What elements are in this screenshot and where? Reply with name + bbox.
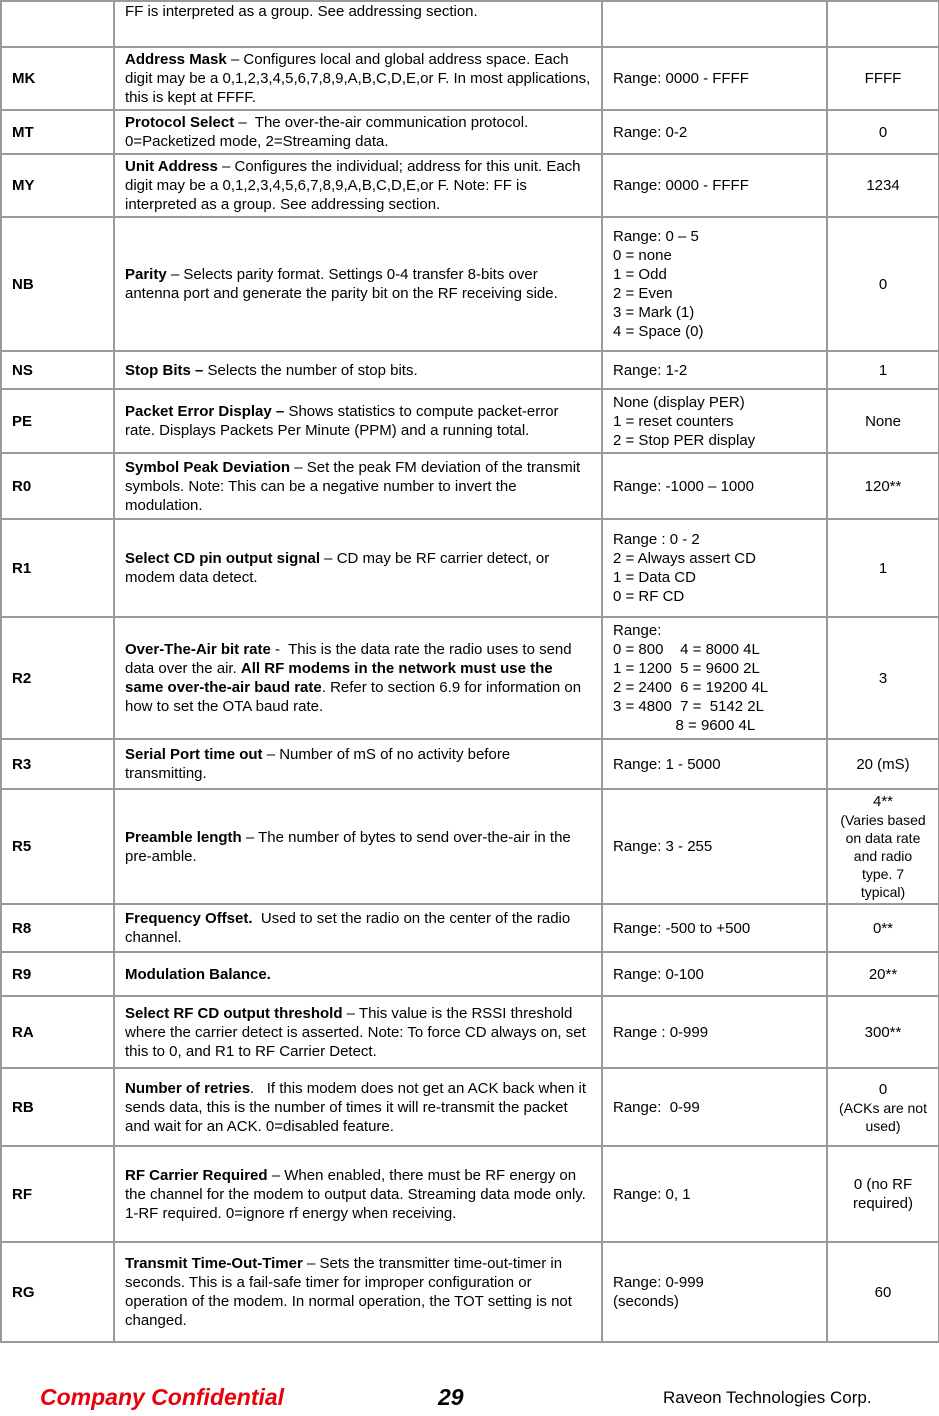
cmd-title: Select CD pin output signal (125, 550, 321, 567)
cmd-default (827, 47, 939, 110)
cmd-separator: - (270, 641, 289, 658)
cmd-separator: . (250, 1079, 267, 1097)
cmd-range (602, 789, 827, 904)
cmd-description (114, 996, 602, 1068)
cmd-description (114, 519, 602, 617)
cmd-desc-text: The over-the-air communication protocol. 0=Packetized mode, 2=Streaming data. (125, 114, 529, 150)
cmd-desc-text: When enabled, there must be RF energy on the channel for the modem to output data. Streaming data mode only. 1-RF required. 0=ignore rf energy when receiving. (125, 1166, 586, 1222)
range-line: Range: -1000 – 1000 (613, 477, 754, 495)
cmd-description (114, 1068, 602, 1146)
cmd-desc-text: Used to set the radio on the center of the radio channel. (125, 910, 571, 946)
default-value: 0 (878, 1080, 888, 1098)
table-row (1, 1068, 939, 1146)
cmd-desc-text: The number of bytes to send over-the-air in the pre-amble. (125, 828, 571, 865)
cmd-description (114, 1242, 602, 1342)
cmd-default (827, 1, 939, 47)
cmd-separator: – (290, 458, 307, 476)
cmd-title: Stop Bits – (125, 361, 204, 379)
cmd-desc-emphasis: All RF modems in the network must use the same over-the-air baud rate (125, 660, 553, 696)
cmd-title: Over-The-Air bit rate (125, 641, 271, 658)
default-value: 0 (no RF required) (852, 1176, 914, 1212)
cmd-range (602, 1146, 827, 1242)
table-row (1, 453, 939, 519)
cmd-default (827, 519, 939, 617)
default-value: 0** (872, 919, 894, 937)
cmd-code: R9 (1, 952, 114, 996)
cmd-desc-text: This is the data rate the radio uses to send data over the air. (125, 641, 572, 677)
cmd-default (827, 154, 939, 217)
cmd-code: NS (1, 351, 114, 389)
cmd-range (602, 1068, 827, 1146)
range-line: 4 = Space (0) (613, 323, 704, 340)
default-note: (ACKs are not used) (839, 1099, 927, 1134)
cmd-code: R5 (1, 789, 114, 904)
table-row (1, 519, 939, 617)
cmd-code: MK (1, 47, 114, 110)
cmd-desc-text: If this modem does not get an ACK back when it sends data, this is the number of times it will re-transmit the packet and wait for an ACK. 0=disabled feature. (125, 1079, 587, 1135)
cmd-range (602, 519, 827, 617)
cmd-code: R3 (1, 739, 114, 789)
cmd-title: Parity (125, 266, 167, 283)
cmd-desc-text: This value is the RSSI threshold where the carrier detect is asserted. Note: To force CD always on, set this to 0, and R1 to RF Carrier Detect. (125, 1004, 586, 1060)
cmd-desc-text: Configures the individual; address for this unit. Each digit may be a 0,1,2,3,4,5,6,7,8,9,A,B,C,D,E,or F. Note: FF is interpreted as a group. See addressing section. (125, 158, 581, 213)
cmd-title: Protocol Select (125, 114, 235, 131)
cmd-code (1, 1, 114, 47)
cmd-range (602, 154, 827, 217)
cmd-desc-text: Configures local and global address space. Each digit may be a 0,1,2,3,4,5,6,7,8,9,A,B,C,D,E,or F. In most applications, this is kept at FFFF. (125, 51, 591, 106)
table-row (1, 952, 939, 996)
table-row (1, 47, 939, 110)
table-row (1, 1242, 939, 1342)
range-line: Range: -500 to +500 (613, 919, 751, 937)
cmd-default (827, 904, 939, 952)
range-line: 1 = 1200 5 = 9600 2L (613, 660, 760, 677)
range-line: Range: 0-999 (613, 1274, 704, 1291)
cmd-separator (253, 910, 261, 927)
command-table-body (1, 1, 939, 1342)
table-row (1, 110, 939, 154)
cmd-separator: – (342, 1004, 359, 1022)
cmd-separator: – (241, 828, 259, 846)
cmd-title: Frequency Offset. (125, 910, 253, 927)
cmd-range (602, 217, 827, 351)
table-row (1, 789, 939, 904)
cmd-description (114, 47, 602, 110)
table-row (1, 154, 939, 217)
default-value: 20** (868, 965, 898, 983)
cmd-code: NB (1, 217, 114, 351)
cmd-description (114, 351, 602, 389)
table-row (1, 217, 939, 351)
cmd-separator: – (234, 114, 255, 131)
cmd-description (114, 617, 602, 739)
cmd-range (602, 47, 827, 110)
cmd-desc-text: Number of mS of no activity before transmitting. (125, 746, 511, 782)
range-line: 2 = Always assert CD (613, 550, 756, 567)
cmd-default (827, 1242, 939, 1342)
table-row (1, 617, 939, 739)
cmd-description (114, 952, 602, 996)
range-line: Range: 1-2 (613, 361, 688, 379)
range-line: 1 = Data CD (613, 569, 696, 586)
default-value: 1234 (866, 177, 900, 194)
cmd-code: RG (1, 1242, 114, 1342)
cmd-code: RF (1, 1146, 114, 1242)
table-row (1, 996, 939, 1068)
cmd-separator: – (262, 746, 280, 763)
cmd-description (114, 217, 602, 351)
default-value: 120** (864, 477, 902, 495)
range-line: Range: 0, 1 (613, 1185, 691, 1203)
cmd-description (114, 1146, 602, 1242)
cmd-code: RB (1, 1068, 114, 1146)
cmd-desc-text: CD may be RF carrier detect, or modem data detect. (125, 550, 550, 586)
cmd-code: PE (1, 389, 114, 453)
cmd-default (827, 789, 939, 904)
default-value: 300** (864, 1023, 902, 1041)
cmd-default (827, 952, 939, 996)
cmd-code: R2 (1, 617, 114, 739)
range-line: Range: 0-100 (613, 965, 704, 983)
cmd-title: Symbol Peak Deviation (125, 458, 291, 476)
range-line: Range : 0 - 2 (613, 531, 700, 548)
footer-company: Raveon Technologies Corp. (663, 1388, 872, 1407)
footer-confidential: Company Confidential (40, 1384, 285, 1410)
range-line: (seconds) (613, 1293, 679, 1310)
default-value: 0 (878, 123, 888, 141)
cmd-separator: – (217, 158, 235, 175)
cmd-range (602, 617, 827, 739)
range-line: 3 = Mark (1) (613, 304, 695, 321)
range-line: Range : 0-999 (613, 1023, 709, 1041)
cmd-default (827, 1068, 939, 1146)
cmd-default (827, 453, 939, 519)
cmd-default (827, 389, 939, 453)
cmd-title: Serial Port time out (125, 746, 263, 763)
cmd-description (114, 789, 602, 904)
cmd-description (114, 389, 602, 453)
range-line: Range: 3 - 255 (613, 838, 713, 855)
cmd-description (114, 904, 602, 952)
cmd-separator: – (166, 266, 184, 283)
page-footer (0, 1380, 939, 1416)
cmd-default (827, 739, 939, 789)
table-row (1, 739, 939, 789)
cmd-desc-text: Selects the number of stop bits. (207, 361, 418, 379)
range-line: 3 = 4800 7 = 5142 2L (613, 698, 764, 715)
cmd-range (602, 904, 827, 952)
table-row (1, 389, 939, 453)
range-line: Range: 0000 - FFFF (613, 70, 749, 87)
range-line: 0 = 800 4 = 8000 4L (613, 641, 760, 658)
default-value: None (865, 412, 901, 430)
range-line: 8 = 9600 4L (613, 717, 756, 734)
cmd-separator: – (320, 550, 337, 567)
range-line: 1 = reset counters (613, 412, 734, 430)
cmd-desc-text: FF is interpreted as a group. See addressing section. (125, 3, 478, 20)
cmd-code: MT (1, 110, 114, 154)
cmd-description (114, 453, 602, 519)
default-note: (Varies based on data rate and radio type. 7 typical) (840, 812, 926, 900)
range-line: Range: 0-99 (613, 1098, 700, 1116)
range-line: 2 = 2400 6 = 19200 4L (613, 679, 769, 696)
range-line: 2 = Stop PER display (613, 431, 756, 449)
table-row-continued (1, 1, 939, 47)
cmd-title: Modulation Balance. (125, 965, 271, 983)
cmd-desc-text: Sets the transmitter time-out-timer in seconds. This is a fail-safe timer for improper configuration or operation of the modem. In normal operation, the TOT setting is not changed. (125, 1255, 572, 1329)
cmd-code: R0 (1, 453, 114, 519)
cmd-description (114, 110, 602, 154)
cmd-title: Preamble length (125, 828, 242, 846)
cmd-code: R8 (1, 904, 114, 952)
cmd-description (114, 1, 602, 47)
page-number: 29 (438, 1384, 464, 1410)
range-line: 2 = Even (613, 285, 673, 302)
table-row (1, 1146, 939, 1242)
cmd-code: R1 (1, 519, 114, 617)
range-line: Range: 0 – 5 (613, 228, 699, 245)
default-value: 0 (878, 275, 888, 293)
cmd-description (114, 739, 602, 789)
cmd-range (602, 389, 827, 453)
default-value: 60 (874, 1283, 892, 1301)
default-value: 1 (878, 361, 888, 379)
default-value: 20 (mS) (856, 755, 910, 773)
default-value: 3 (878, 669, 888, 687)
cmd-default (827, 351, 939, 389)
cmd-desc-text: Shows statistics to compute packet-error rate. Displays Packets Per Minute (PPM) and a running total. (125, 403, 559, 439)
cmd-range (602, 453, 827, 519)
cmd-desc-after: . Refer to section 6.9 for information on how to set the OTA baud rate. (125, 679, 582, 715)
range-line: Range: 0-2 (613, 123, 688, 141)
cmd-range (602, 952, 827, 996)
cmd-title: RF Carrier Required (125, 1166, 268, 1184)
cmd-title: Address Mask (125, 51, 227, 68)
range-line: None (display PER) (613, 393, 745, 411)
cmd-range (602, 996, 827, 1068)
cmd-title: Transmit Time-Out-Timer (125, 1255, 303, 1272)
cmd-range (602, 110, 827, 154)
cmd-code: MY (1, 154, 114, 217)
table-row (1, 351, 939, 389)
cmd-code: RA (1, 996, 114, 1068)
table-row (1, 904, 939, 952)
cmd-desc-text: Selects parity format. Settings 0-4 transfer 8-bits over antenna port and generate the parity bit on the RF receiving side. (125, 266, 558, 302)
cmd-title: Unit Address (125, 158, 218, 175)
range-line: 0 = none (613, 247, 672, 264)
cmd-title: Number of retries (125, 1079, 251, 1097)
cmd-desc-text: Set the peak FM deviation of the transmit symbols. Note: This can be a negative number to invert the modulation. (125, 458, 581, 514)
cmd-separator: – (226, 51, 244, 68)
cmd-range (602, 739, 827, 789)
cmd-title: Packet Error Display – (125, 403, 285, 420)
cmd-default (827, 1146, 939, 1242)
range-line: 0 = RF CD (613, 588, 685, 605)
range-line: Range: 1 - 5000 (613, 755, 721, 773)
cmd-default (827, 110, 939, 154)
cmd-default (827, 217, 939, 351)
cmd-default (827, 996, 939, 1068)
default-value: 1 (878, 559, 888, 577)
cmd-description (114, 154, 602, 217)
range-line: Range: 0000 - FFFF (613, 177, 749, 194)
cmd-separator: – (302, 1255, 320, 1272)
cmd-range (602, 1, 827, 47)
cmd-default (827, 617, 939, 739)
cmd-range (602, 1242, 827, 1342)
cmd-title: Select RF CD output threshold (125, 1004, 343, 1022)
cmd-range (602, 351, 827, 389)
cmd-separator: – (267, 1166, 285, 1184)
range-line: Range: (613, 622, 662, 639)
default-value: FFFF (864, 70, 902, 87)
default-value: 4** (872, 793, 894, 810)
range-line: 1 = Odd (613, 266, 667, 283)
